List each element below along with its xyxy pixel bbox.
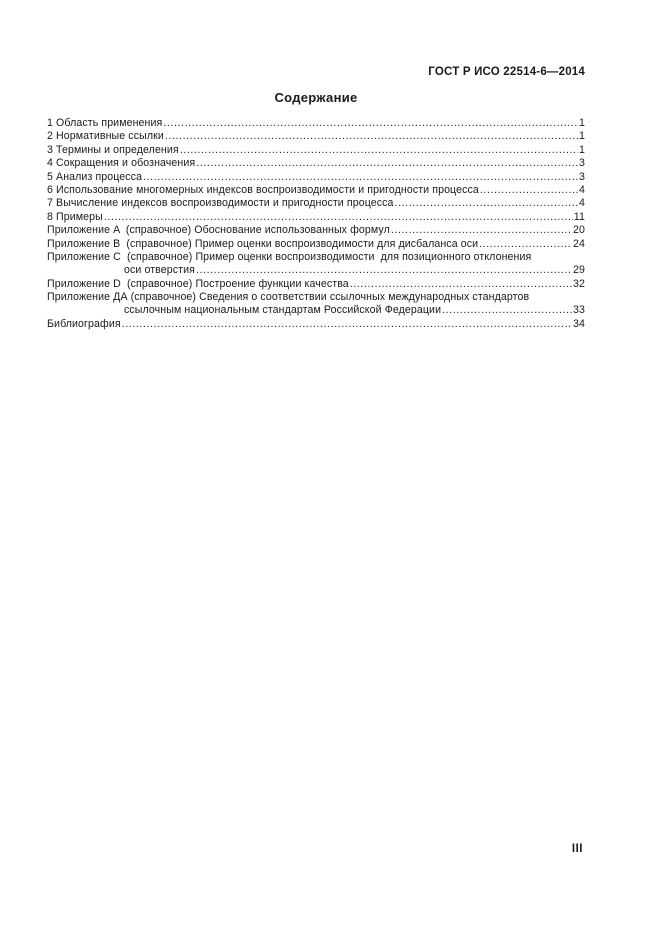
toc-entry [47,238,585,251]
standard-code: ГОСТ Р ИСО 22514-6—2014 [428,66,585,78]
toc-entry-label: Приложение ДА (справочное) Сведения о соответствии ссылочных международных стандартов [47,291,530,304]
toc-entry [47,264,585,277]
toc-entry-page-number: 3 [579,157,585,170]
toc-dot-leader [163,117,578,130]
toc-entry [47,211,585,224]
toc-entry [47,184,585,197]
toc-list [47,117,585,331]
toc-entry-label: Библиография [47,317,121,330]
toc-entry-label: 5 Анализ процесса [47,170,143,183]
toc-entry-page-number: 29 [573,264,585,277]
toc-entry-page-number: 1 [579,143,585,156]
toc-entry [47,130,585,143]
toc-entry [47,318,585,331]
page-title: Содержание [274,90,358,105]
toc-entry [47,251,585,264]
toc-entry-label: 4 Сокращения и обозначения [47,157,196,170]
toc-entry-label: Приложение D (справочное) Построение функции качества [47,277,349,290]
toc-entry [47,197,585,210]
toc-entry-page-number: 32 [573,277,585,290]
toc-entry [47,278,585,291]
toc-entry [47,144,585,157]
toc-entry-page-number: 1 [579,130,585,143]
toc-entry-page-number: 3 [579,170,585,183]
toc-dot-leader [350,278,572,291]
toc-entry-page-number: 4 [579,183,585,196]
toc-entry [47,291,585,304]
toc-dot-leader [480,184,578,197]
toc-entry-page-number: 1 [579,117,585,129]
toc-entry [47,117,585,130]
toc-entry-label: 3 Термины и определения [47,143,179,156]
toc-dot-leader [196,157,578,170]
toc-dot-leader [391,224,572,237]
toc-entry-page-number: 4 [579,197,585,210]
toc-entry-label: 1 Область применения [47,117,163,129]
toc-entry-label: ссылочным национальным стандартам Российской Федерации [124,304,442,317]
toc-entry [47,157,585,170]
toc-entry-page-number: 20 [573,224,585,237]
toc-entry-label: 8 Примеры [47,210,103,223]
toc-dot-leader [122,318,572,331]
toc-entry-label: Приложение A (справочное) Обоснование использованных формул [47,224,390,237]
toc-entry-page-number: 33 [573,304,585,317]
toc-dot-leader [442,304,572,317]
toc-dot-leader [180,144,578,157]
toc-entry-label: Приложение C (справочное) Пример оценки воспроизводимости для позиционного отклонения [47,250,532,263]
toc-entry-page-number: 24 [573,237,585,250]
toc-entry [47,171,585,184]
toc-dot-leader [165,130,578,143]
footer-page-number: III [571,843,583,855]
toc-entry-page-number: 34 [573,317,585,330]
toc-entry-label: оси отверстия [124,264,195,277]
toc-entry [47,224,585,237]
toc-dot-leader [104,211,573,224]
toc-entry-page-number: 11 [573,210,585,223]
toc-entry-label: Приложение B (справочное) Пример оценки воспроизводимости для дисбаланса оси [47,237,479,250]
toc-entry [47,304,585,317]
toc-dot-leader [196,264,572,277]
toc-dot-leader [479,238,572,251]
toc-dot-leader [395,197,578,210]
toc-entry-label: 7 Вычисление индексов воспроизводимости и пригодности процесса [47,197,394,210]
toc-entry-label: 2 Нормативные ссылки [47,130,164,143]
toc-dot-leader [143,171,578,184]
toc-entry-label: 6 Использование многомерных индексов воспроизводимости и пригодности процесса [47,183,479,196]
